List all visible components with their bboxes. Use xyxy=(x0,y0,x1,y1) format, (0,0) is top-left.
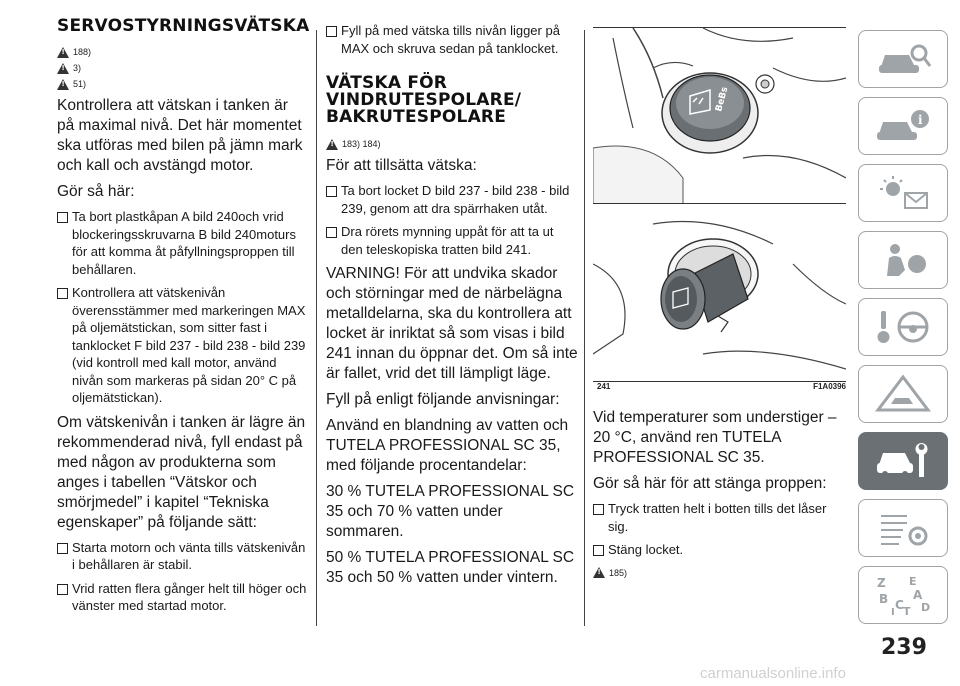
figure-code: F1A0396 xyxy=(813,382,846,391)
column-1 xyxy=(57,18,309,621)
list-item: Kontrollera att vätskenivån överensstämmer med markeringen MAX på oljemätstickan, som sitter fast i tanklocket F bild 237 - bild 238 - bild 239 (vid kontroll med kall motor, använd nivån som markeras på sidan 20° C på oljemätstickan). xyxy=(57,284,309,407)
svg-text:C: C xyxy=(895,598,904,612)
checkbox-bullet-icon xyxy=(326,26,337,37)
temperature-paragraph: Vid temperaturer som understiger –20 °C, använd ren TUTELA PROFESSIONAL SC 35. xyxy=(593,409,837,466)
list-item: Stäng locket. xyxy=(593,541,848,559)
dashboard-lights-icon xyxy=(873,173,933,213)
warning-ref-3: ! 51) xyxy=(57,76,309,92)
chapter-sidebar xyxy=(858,30,951,633)
do-label: Gör så här: xyxy=(57,183,135,200)
list-item: Vrid ratten flera gånger helt till höger och vänster med startad motor. xyxy=(57,580,309,615)
intro-paragraph: Kontrollera att vätskan i tanken är på maximal nivå. Det här momentet ska utföras med bilen på jämn mark och kall och avstängd motor. xyxy=(57,97,303,174)
svg-text:i: i xyxy=(918,113,923,127)
checkbox-bullet-icon xyxy=(593,545,604,556)
checkbox-bullet-icon xyxy=(326,186,337,197)
warning-triangle-icon xyxy=(57,63,69,74)
warning-triangle-icon xyxy=(57,47,69,58)
svg-text:T: T xyxy=(903,605,911,617)
washer-cap-illustration xyxy=(593,28,846,204)
checkbox-bullet-icon xyxy=(593,504,604,515)
tab-maintenance[interactable] xyxy=(858,432,948,490)
close-label: Gör så här för att stänga proppen: xyxy=(593,475,827,492)
column-divider xyxy=(316,30,317,626)
warning-ref: ! 185) xyxy=(593,565,848,581)
tab-technical-data[interactable] xyxy=(858,499,948,557)
washer-funnel-illustration xyxy=(593,204,846,381)
figure-washer-cap xyxy=(593,27,846,204)
figure-caption xyxy=(597,382,846,391)
svg-text:E: E xyxy=(909,575,917,588)
tab-dashboard-lights[interactable] xyxy=(858,164,948,222)
checkbox-bullet-icon xyxy=(57,543,68,554)
fill-paragraph: Fyll på enligt följande anvisningar: xyxy=(326,391,560,408)
page-number: 239 xyxy=(881,635,927,660)
tab-starting-driving[interactable] xyxy=(858,298,948,356)
index-abc-icon xyxy=(873,573,933,617)
warning-triangle-icon xyxy=(57,79,69,90)
tab-index[interactable] xyxy=(858,566,948,624)
checkbox-bullet-icon xyxy=(57,584,68,595)
warning-ref: ! 183) 184) xyxy=(326,136,578,152)
tab-emergency[interactable] xyxy=(858,365,948,423)
tab-car-search[interactable] xyxy=(858,30,948,88)
warning-ref-2: ! 3) xyxy=(57,60,309,76)
column-divider xyxy=(584,30,585,626)
column-2 xyxy=(326,22,578,594)
list-item: Tryck tratten helt i botten tills det låser sig. xyxy=(593,500,848,535)
tab-car-info[interactable] xyxy=(858,97,948,155)
intro-paragraph: För att tillsätta vätska: xyxy=(326,157,477,174)
list-item: Fyll på med vätska tills nivån ligger på MAX och skruva sedan på tanklocket. xyxy=(326,22,578,57)
svg-text:B: B xyxy=(879,592,889,606)
mix-paragraph: Använd en blandning av vatten och TUTELA PROFESSIONAL SC 35, med följande procentandelar: xyxy=(326,417,569,474)
svg-text:A: A xyxy=(913,588,923,602)
figure-number: 241 xyxy=(597,382,611,391)
list-item: Ta bort locket D bild 237 - bild 238 - bild 239, genom att dra spärrhaken utåt. xyxy=(326,182,578,217)
svg-text:Z: Z xyxy=(877,576,886,590)
summer-ratio: 30 % TUTELA PROFESSIONAL SC 35 och 70 % vatten under sommaren. xyxy=(326,483,575,540)
tab-safety[interactable] xyxy=(858,231,948,289)
car-search-icon xyxy=(873,39,933,79)
warning-triangle-icon xyxy=(326,139,338,150)
checkbox-bullet-icon xyxy=(57,288,68,299)
maintenance-car-wrench-icon xyxy=(873,441,933,481)
technical-data-icon xyxy=(873,508,933,548)
winter-ratio: 50 % TUTELA PROFESSIONAL SC 35 och 50 % vatten under vintern. xyxy=(326,549,575,586)
svg-text:I: I xyxy=(891,607,895,617)
warning-triangle-icon xyxy=(593,567,605,578)
warning-paragraph: VARNING! För att undvika skador och störningar med de närbelägna metalldelarna, ska du kontrollera att locket är inriktat så som visas i bild 241 innan du öppnar det. Om så inte är fallet, vrid det till lämpligt läge. xyxy=(326,265,578,382)
figure-washer-funnel xyxy=(593,203,846,382)
warning-road-icon xyxy=(873,374,933,414)
starting-driving-icon xyxy=(873,307,933,347)
list-item: Starta motorn och vänta tills vätskenivån i behållaren är stabil. xyxy=(57,539,309,574)
section-heading-washer: VÄTSKA FÖR VINDRUTESPOLARE/ BAKRUTESPOLARE xyxy=(326,73,522,127)
safety-airbag-icon xyxy=(873,240,933,280)
watermark: carmanualsonline.info xyxy=(700,665,846,682)
level-paragraph: Om vätskenivån i tanken är lägre än rekommenderad nivå, fyll endast på med någon av produkterna som anges i tabellen “Vätskor och smörjmedel” i kapitel “Tekniska egenskaper” på följande sätt: xyxy=(57,413,306,531)
column-3 xyxy=(593,408,848,581)
list-item: Dra rörets mynning uppåt för att ta ut den teleskopiska tratten bild 241. xyxy=(326,223,578,258)
section-heading-power-steering: SERVOSTYRNINGSVÄTSKA xyxy=(57,16,310,36)
svg-text:BeBs: BeBs xyxy=(714,85,731,113)
checkbox-bullet-icon xyxy=(57,212,68,223)
svg-text:D: D xyxy=(921,601,931,614)
car-info-icon xyxy=(873,106,933,146)
list-item: Ta bort plastkåpan A bild 240och vrid blockeringsskruvarna B bild 240moturs för att komma åt påfyllningsproppen till behållaren. xyxy=(57,208,309,278)
warning-ref-1: ! 188) xyxy=(57,44,309,60)
checkbox-bullet-icon xyxy=(326,227,337,238)
